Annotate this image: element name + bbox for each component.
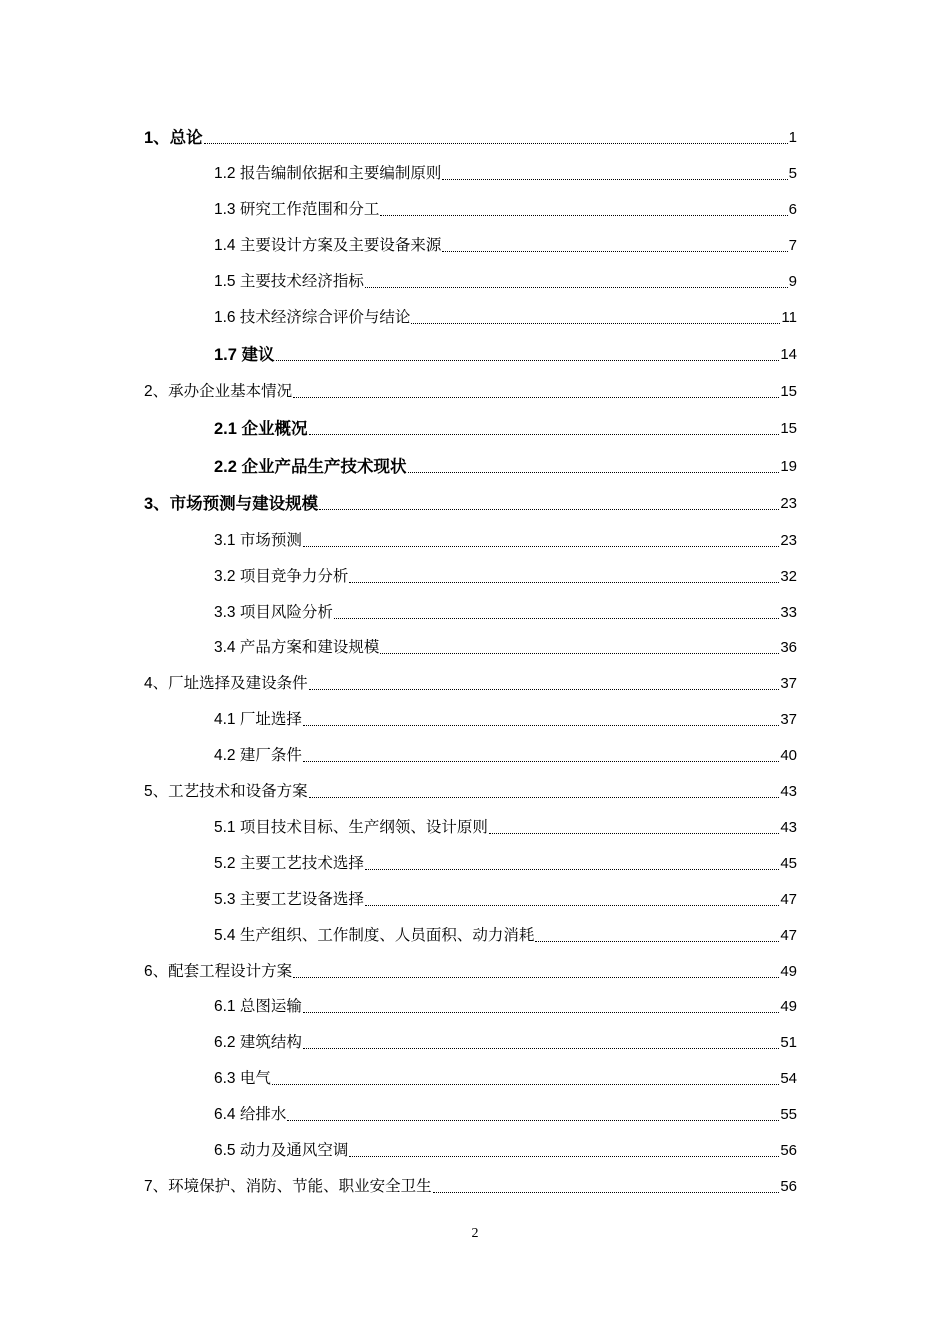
- toc-entry-title: 6.1 总图运输: [214, 998, 302, 1015]
- toc-entry[interactable]: [214, 527, 797, 551]
- toc-entry[interactable]: [144, 378, 797, 402]
- toc-entry[interactable]: [144, 958, 797, 982]
- toc-entry[interactable]: [144, 1173, 797, 1197]
- toc-entry-page: 15: [780, 383, 797, 400]
- toc-entry-page: 1: [788, 129, 797, 146]
- dot-leader: [287, 1105, 779, 1125]
- toc-entry[interactable]: [214, 341, 797, 365]
- toc-entry-page: 55: [780, 1106, 797, 1123]
- toc-entry-title: 2.2 企业产品生产技术现状: [214, 458, 407, 476]
- toc-entry[interactable]: [214, 742, 797, 766]
- toc-entry-page: 15: [780, 420, 797, 437]
- toc-entry[interactable]: [214, 599, 797, 623]
- dot-leader: [309, 674, 780, 694]
- page-number: 2: [471, 1226, 479, 1241]
- toc-entry-title: 5.1 项目技术目标、生产纲领、设计原则: [214, 819, 488, 836]
- toc-entry-title: 1.7 建议: [214, 346, 275, 364]
- toc-entry-title: 5.3 主要工艺设备选择: [214, 891, 364, 908]
- dot-leader: [272, 1069, 779, 1089]
- dot-leader: [293, 382, 779, 402]
- dot-leader: [349, 1141, 779, 1161]
- toc-entry-title: 5.2 主要工艺技术选择: [214, 855, 364, 872]
- toc-entry-page: 43: [780, 783, 797, 800]
- dot-leader: [365, 272, 788, 292]
- dot-leader: [303, 997, 779, 1017]
- toc-entry-title: 3、市场预测与建设规模: [144, 495, 319, 513]
- toc-entry-title: 3.4 产品方案和建设规模: [214, 639, 380, 656]
- toc-entry[interactable]: [214, 886, 797, 910]
- toc-entry-page: 43: [780, 819, 797, 836]
- toc-entry-title: 1.4 主要设计方案及主要设备来源: [214, 237, 442, 254]
- toc-entry-page: 56: [780, 1142, 797, 1159]
- dot-leader: [411, 308, 780, 328]
- toc-entry-page: 56: [780, 1178, 797, 1195]
- dot-leader: [309, 782, 780, 802]
- toc-entry[interactable]: [144, 124, 797, 148]
- toc-entry-page: 23: [780, 532, 797, 549]
- toc-entry[interactable]: [214, 706, 797, 730]
- dot-leader: [365, 854, 779, 874]
- toc-entry-page: 49: [780, 998, 797, 1015]
- toc-entry[interactable]: [214, 850, 797, 874]
- dot-leader: [442, 164, 787, 184]
- toc-entry[interactable]: [214, 634, 797, 658]
- dot-leader: [276, 345, 780, 365]
- dot-leader: [349, 567, 779, 587]
- dot-leader: [303, 746, 779, 766]
- toc-entry-title: 3.3 项目风险分析: [214, 604, 333, 621]
- toc-entry[interactable]: [214, 563, 797, 587]
- toc-entry[interactable]: [214, 453, 797, 477]
- toc-entry[interactable]: [214, 304, 797, 328]
- toc-entry-page: 11: [781, 309, 797, 326]
- toc-entry-title: 1.5 主要技术经济指标: [214, 273, 364, 290]
- toc-entry[interactable]: [214, 1101, 797, 1125]
- toc-entry-page: 51: [780, 1034, 797, 1051]
- toc-entry-title: 1.2 报告编制依据和主要编制原则: [214, 165, 442, 182]
- dot-leader: [319, 494, 779, 514]
- dot-leader: [380, 638, 779, 658]
- toc-entry-title: 6.3 电气: [214, 1070, 271, 1087]
- toc-entry-title: 3.1 市场预测: [214, 532, 302, 549]
- toc-entry-title: 4.1 厂址选择: [214, 711, 302, 728]
- dot-leader: [293, 962, 779, 982]
- dot-leader: [380, 200, 787, 220]
- dot-leader: [408, 457, 780, 477]
- toc-entry[interactable]: [214, 1029, 797, 1053]
- toc-entry-title: 5.4 生产组织、工作制度、人员面积、动力消耗: [214, 927, 535, 944]
- dot-leader: [303, 531, 779, 551]
- dot-leader: [334, 603, 779, 623]
- toc-entry-title: 1.6 技术经济综合评价与结论: [214, 309, 411, 326]
- toc-entry[interactable]: [214, 196, 797, 220]
- toc-entry-title: 5、工艺技术和设备方案: [144, 783, 308, 800]
- toc-entry[interactable]: [214, 922, 797, 946]
- toc-entry-page: 37: [780, 675, 797, 692]
- toc-entry[interactable]: [144, 490, 797, 514]
- toc-entry[interactable]: [214, 1065, 797, 1089]
- dot-leader: [303, 1033, 779, 1053]
- toc-entry[interactable]: [214, 232, 797, 256]
- toc-entry-page: 5: [788, 165, 797, 182]
- toc-entry-page: 9: [788, 273, 797, 290]
- toc-entry[interactable]: [214, 1137, 797, 1161]
- toc-entry[interactable]: [144, 670, 797, 694]
- dot-leader: [303, 710, 779, 730]
- toc-entry-page: 47: [780, 927, 797, 944]
- toc-entry-page: 40: [780, 747, 797, 764]
- toc-entry-page: 54: [780, 1070, 797, 1087]
- toc-entry-page: 47: [780, 891, 797, 908]
- toc-entry-page: 49: [780, 963, 797, 980]
- toc-entry-page: 37: [780, 711, 797, 728]
- toc-entry[interactable]: [214, 415, 797, 439]
- toc-entry-page: 33: [780, 604, 797, 621]
- toc-entry[interactable]: [214, 160, 797, 184]
- dot-leader: [309, 419, 780, 439]
- toc-entry-title: 2、承办企业基本情况: [144, 383, 293, 400]
- toc-entry-title: 1、总论: [144, 129, 203, 147]
- dot-leader: [433, 1177, 780, 1197]
- toc-entry-title: 4、厂址选择及建设条件: [144, 675, 308, 692]
- toc-entry[interactable]: [214, 993, 797, 1017]
- toc-entry-page: 7: [788, 237, 797, 254]
- toc-entry-page: 36: [780, 639, 797, 656]
- dot-leader: [365, 890, 779, 910]
- toc-entry-title: 6.4 给排水: [214, 1106, 287, 1123]
- dot-leader: [442, 236, 787, 256]
- toc-entry-title: 3.2 项目竞争力分析: [214, 568, 349, 585]
- toc-entry-page: 23: [780, 495, 797, 512]
- dot-leader: [204, 128, 788, 148]
- toc-entry-title: 6.5 动力及通风空调: [214, 1142, 349, 1159]
- toc-entry[interactable]: [214, 268, 797, 292]
- toc-entry-page: 14: [780, 346, 797, 363]
- toc-entry[interactable]: [214, 814, 797, 838]
- toc-entry-title: 4.2 建厂条件: [214, 747, 302, 764]
- dot-leader: [535, 926, 779, 946]
- toc-entry-page: 45: [780, 855, 797, 872]
- toc-entry-page: 32: [780, 568, 797, 585]
- toc-entry-title: 1.3 研究工作范围和分工: [214, 201, 380, 218]
- toc-entry[interactable]: [144, 778, 797, 802]
- toc-entry-title: 7、环境保护、消防、节能、职业安全卫生: [144, 1178, 432, 1195]
- toc-entry-page: 6: [788, 201, 797, 218]
- toc-entry-title: 6、配套工程设计方案: [144, 963, 293, 980]
- toc-entry-title: 6.2 建筑结构: [214, 1034, 302, 1051]
- dot-leader: [489, 818, 779, 838]
- toc-entry-page: 19: [780, 458, 797, 475]
- toc-entry-title: 2.1 企业概况: [214, 420, 308, 438]
